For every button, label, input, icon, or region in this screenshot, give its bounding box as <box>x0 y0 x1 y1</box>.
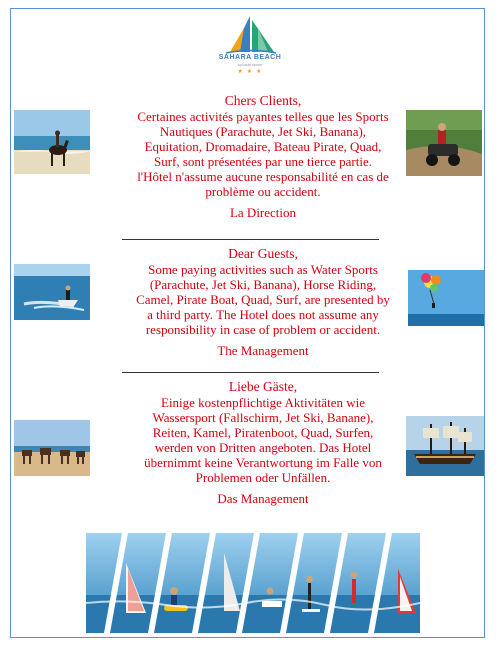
french-line: Surf, sont présentées par une tierce partie. <box>153 154 373 169</box>
logo-stars: ★ ★ ★ <box>237 68 263 75</box>
english-line: a third party. The Hotel does not assume any <box>147 307 379 322</box>
french-signoff: La Direction <box>229 205 297 220</box>
sahara-beach-logo <box>210 14 290 78</box>
english-line: (Parachute, Jet Ski, Banana), Horse Riding, <box>149 277 377 292</box>
french-line: Equitation, Dromadaire, Bateau Pirate, Quad, <box>144 139 382 154</box>
english-line: responsibility in case of problem or accident. <box>145 322 381 337</box>
logo-name: SAHARA BEACH <box>218 54 282 61</box>
logo-tagline: AQUAPARK RESORT <box>237 64 263 67</box>
english-line: Camel, Pirate Boat, Quad, Surf, are presented by <box>136 292 390 307</box>
german-line: Wassersport (Fallschirm, Jet Ski, Banane), <box>152 410 374 425</box>
german-section <box>118 378 408 506</box>
german-line: Problemen oder Unfällen. <box>195 470 331 485</box>
german-line: übernimmt keine Verantwortung im Falle von <box>144 455 382 470</box>
french-line: Nautiques (Parachute, Jet Ski, Banana), <box>159 124 367 139</box>
french-greeting: Chers Clients, <box>224 93 302 108</box>
pirate-ship-photo <box>406 416 484 476</box>
jet-ski-photo <box>14 264 90 320</box>
horse-riding-photo <box>14 110 90 174</box>
french-line: Certaines activités payantes telles que les Sports <box>137 109 389 124</box>
french-line: problème ou accident. <box>205 184 321 199</box>
german-greeting: Liebe Gäste, <box>228 379 298 394</box>
divider <box>122 239 379 240</box>
quad-bike-photo <box>406 110 482 176</box>
german-signoff: Das Management <box>217 491 309 506</box>
german-line: Reiten, Kamel, Piratenboot, Quad, Surfen, <box>152 425 374 440</box>
french-line: l'Hôtel n'assume aucune responsabilité en cas de <box>137 169 389 184</box>
parasailing-photo <box>408 270 484 326</box>
english-signoff: The Management <box>217 343 309 358</box>
camel-ride-photo <box>14 420 90 476</box>
german-line: Einige kostenpflichtige Aktivitäten wie <box>161 395 365 410</box>
english-line: Some paying activities such as Water Sports <box>148 262 378 277</box>
german-line: werden von Dritten angeboten. Das Hotel <box>154 440 372 455</box>
sail-logo-icon <box>210 14 290 56</box>
french-section <box>118 92 408 220</box>
water-sports-collage <box>86 533 420 633</box>
english-section <box>118 245 408 358</box>
divider <box>122 372 379 373</box>
english-greeting: Dear Guests, <box>228 246 298 261</box>
